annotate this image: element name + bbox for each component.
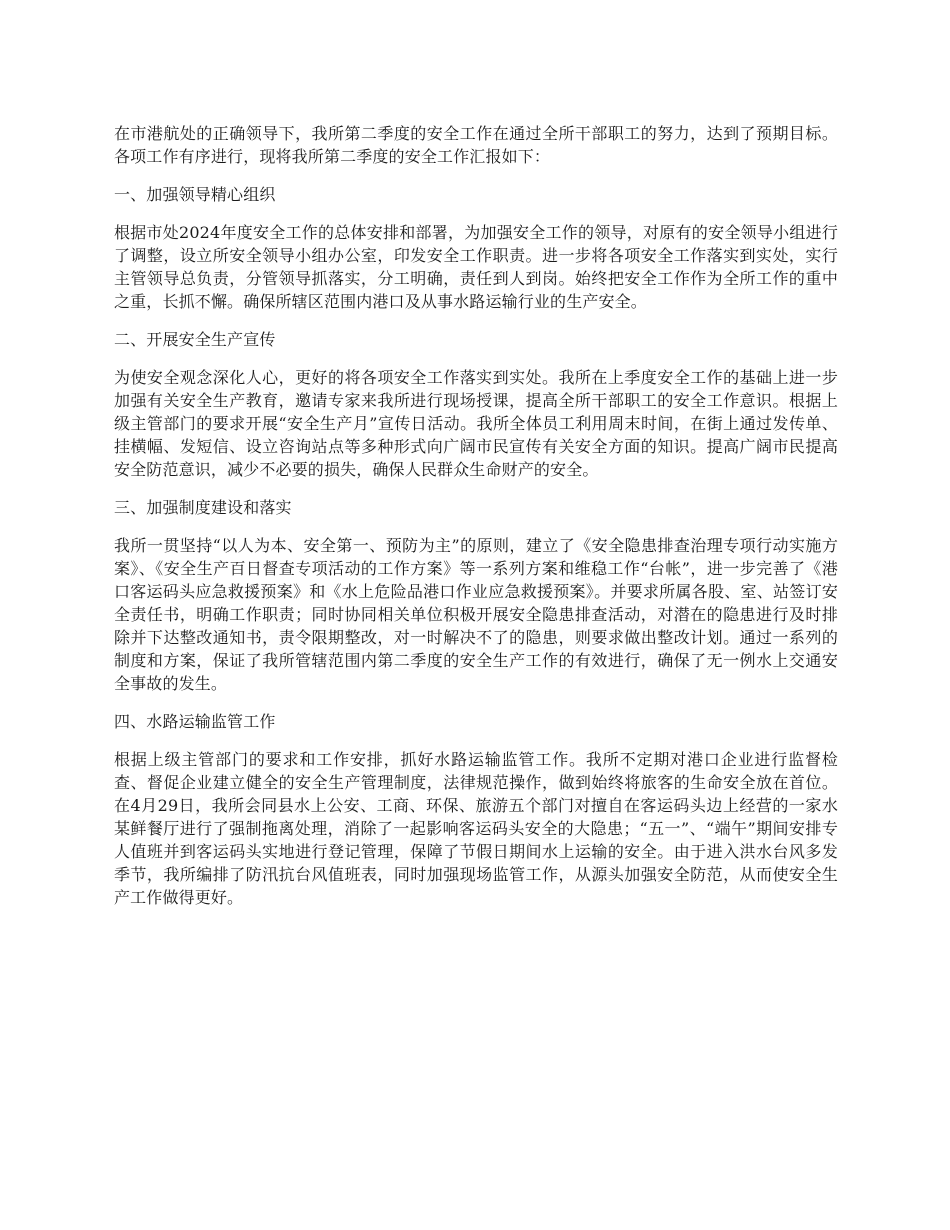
section-2-heading: 二、开展安全生产宣传 bbox=[114, 330, 276, 349]
section-1-body: 根据市处2024年度安全工作的总体安排和部署，为加强安全工作的领导，对原有的安全领导小组进行了调整，设立所安全领导小组办公室，印发安全工作职责。进一步将各项安全工作落实到实处，实行主管领导总负责，分管领导抓落实，分工明确，责任到人到岗。始终把安全工作作为全所工作的重中之重，长抓不懈。确保所辖区范围内港口及从事水路运输行业的生产安全。 bbox=[114, 223, 838, 311]
section-2-body: 为使安全观念深化人心，更好的将各项安全工作落实到实处。我所在上季度安全工作的基础上进一步加强有关安全生产教育，邀请专家来我所进行现场授课，提高全所干部职工的安全工作意识。根据上级主管部门的要求开展“安全生产月”宣传日活动。我所全体员工利用周末时间，在街上通过发传单、挂横幅、发短信、设立咨询站点等多种形式向广阔市民宣传有关安全方面的知识。提高广阔市民提高安全防范意识，减少不必要的损失，确保人民群众生命财产的安全。 bbox=[114, 368, 838, 479]
section-4-body: 根据上级主管部门的要求和工作安排，抓好水路运输监管工作。我所不定期对港口企业进行监督检查、督促企业建立健全的安全生产管理制度，法律规范操作，做到始终将旅客的生命安全放在首位。在4月29日，我所会同县水上公安、工商、环保、旅游五个部门对擅自在客运码头边上经营的一家水某鲜餐厅进行了强制拖离处理，消除了一起影响客运码头安全的大隐患；“五一”、“端午”期间安排专人值班并到客运码头实地进行登记管理，保障了节假日期间水上运输的安全。由于进入洪水台风多发季节，我所编排了防汛抗台风值班表，同时加强现场监管工作，从源头加强安全防范，从而使安全生产工作做得更好。 bbox=[114, 750, 838, 907]
section-3-body: 我所一贯坚持“以人为本、安全第一、预防为主”的原则，建立了《安全隐患排查治理专项行动实施方案》、《安全生产百日督查专项活动的工作方案》等一系列方案和维稳工作“台帐”，进一步完善了《港口客运码头应急救援预案》和《水上危险品港口作业应急救援预案》。并要求所属各股、室、站签订安全责任书，明确工作职责；同时协同相关单位积极开展安全隐患排查活动，对潜在的隐患进行及时排除并下达整改通知书，责令限期整改，对一时解决不了的隐患，则要求做出整改计划。通过一系列的制度和方案，保证了我所管辖范围内第二季度的安全生产工作的有效进行，确保了无一例水上交通安全事故的发生。 bbox=[114, 536, 838, 693]
section-1-heading: 一、加强领导精心组织 bbox=[114, 185, 276, 204]
section-4-heading: 四、水路运输监管工作 bbox=[114, 712, 276, 731]
section-3-heading: 三、加强制度建设和落实 bbox=[114, 498, 292, 517]
document-page bbox=[114, 122, 838, 924]
intro-paragraph: 在市港航处的正确领导下，我所第二季度的安全工作在通过全所干部职工的努力，达到了预期目标。各项工作有序进行，现将我所第二季度的安全工作汇报如下： bbox=[114, 124, 838, 166]
